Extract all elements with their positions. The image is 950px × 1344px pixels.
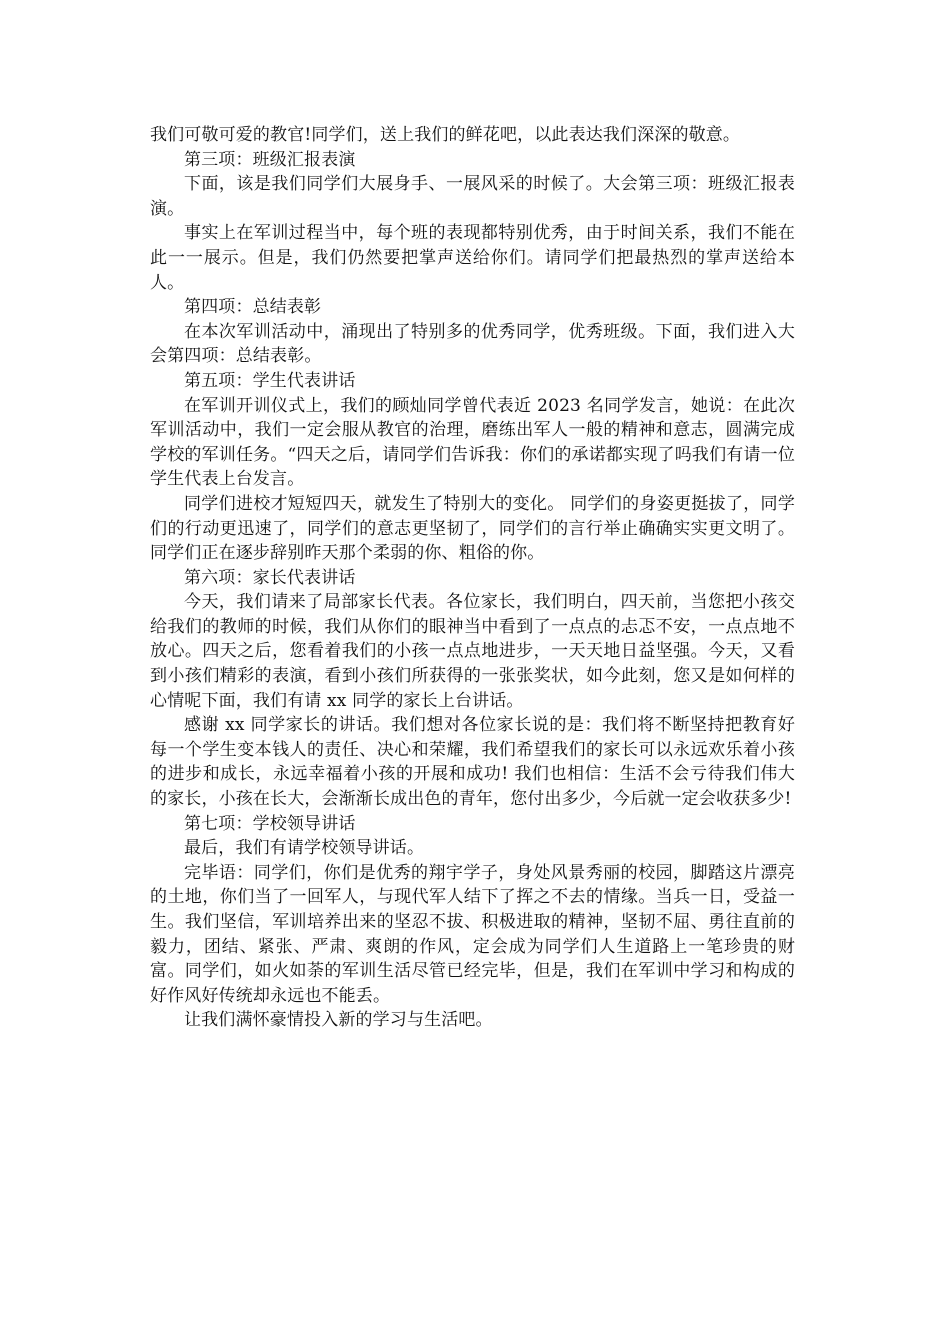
paragraph: 下面，该是我们同学们大展身手、一展风采的时候了。大会第三项：班级汇报表演。 (150, 174, 795, 219)
paragraph: 在本次军训活动中，涌现出了特别多的优秀同学，优秀班级。下面，我们进入大会第四项：总结表彰。 (150, 321, 795, 367)
paragraph: 事实上在军训过程当中，每个班的表现都特别优秀，由于时间关系，我们不能在此一一展示。但是，我们仍然要把掌声送给你们。请同学们把最热烈的掌声送给本人。 (150, 223, 795, 293)
paragraph: 在军训开训仪式上，我们的顾灿同学曾代表近 2023 名同学发言，她说：在此次军训活动中，我们一定会服从教官的治理，磨练出军人一般的精神和意志，圆满完成学校的军训任务。“四天之后，请同学们告诉我：你们的承诺都实现了吗我们有请一位学生代表上台发言。 (150, 395, 795, 490)
document-page (150, 123, 795, 1033)
paragraph: 同学们进校才短短四天，就发生了特别大的变化。 同学们的身姿更挺拔了，同学们的行动更迅速了，同学们的意志更坚韧了，同学们的言行举止确确实实更文明了。同学们正在逐步辞别昨天那个柔弱的你、粗俗的你。 (150, 493, 795, 564)
section-heading-4: 第四项：总结表彰 (184, 297, 322, 318)
paragraph: 感谢 xx 同学家长的讲话。我们想对各位家长说的是：我们将不断坚持把教育好每一个学生变本钱人的责任、决心和荣耀，我们希望我们的家长可以永远欢乐着小孩的进步和成长，永远幸福着小孩的开展和成功! 我们也相信：生活不会亏待我们伟大的家长，小孩在长大，会渐渐长成出色的青年，您付出多少，今后就一定会收获多少! (150, 715, 795, 810)
section-heading-5: 第五项：学生代表讲话 (184, 370, 356, 391)
paragraph: 我们可敬可爱的教官!同学们，送上我们的鲜花吧，以此表达我们深深的敬意。 (150, 125, 741, 145)
section-heading-3: 第三项：班级汇报表演 (184, 149, 356, 170)
section-heading-6: 第六项：家长代表讲话 (184, 567, 356, 588)
section-heading-7: 第七项：学校领导讲话 (184, 813, 356, 834)
paragraph: 最后，我们有请学校领导讲话。 (184, 838, 425, 859)
paragraph: 让我们满怀豪情投入新的学习与生活吧。 (184, 1010, 493, 1031)
paragraph: 完毕语：同学们，你们是优秀的翔宇学子，身处风景秀丽的校园，脚踏这片漂亮的土地，你们当了一回军人，与现代军人结下了挥之不去的情缘。当兵一日，受益一生。我们坚信，军训培养出来的坚忍不拔、积极进取的精神，坚韧不屈、勇往直前的毅力，团结、紧张、严肃、爽朗的作风，定会成为同学们人生道路上一笔珍贵的财富。同学们，如火如荼的军训生活尽管已经完毕，但是，我们在军训中学习和构成的好作风好传统却永远也不能丢。 (150, 862, 795, 1006)
paragraph: 今天，我们请来了局部家长代表。各位家长，我们明白，四天前，当您把小孩交给我们的教师的时候，我们从你们的眼神当中看到了一点点的忐忑不安，一点点地不放心。四天之后，您看着我们的小孩一点点地进步，一天天地日益坚强。今天，又看到小孩们精彩的表演，看到小孩们所获得的一张张奖状，如今此刻，您又是如何样的心情呢下面，我们有请 xx 同学的家长上台讲话。 (150, 592, 795, 711)
